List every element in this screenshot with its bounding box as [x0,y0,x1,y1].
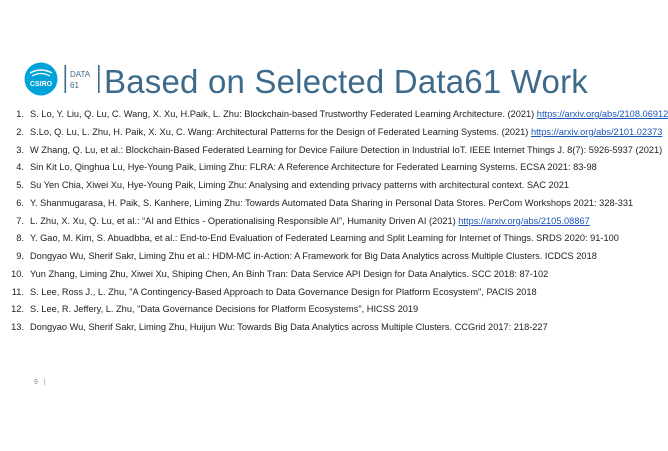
reference-text: S. Lee, Ross J., L. Zhu, "A Contingency-Based Approach to Data Governance Design for Platform Ecosystem", PACIS 2018 [30,286,537,297]
reference-number: 6. [16,197,24,208]
reference-text: L. Zhu, X. Xu, Q. Lu, et al.: “AI and Ethics - Operationalising Responsible AI”, Humanity Driven AI (2021) [30,215,459,226]
reference-item [0,319,638,337]
reference-item [0,159,638,177]
data61-logo [64,62,102,96]
reference-body [30,106,668,124]
reference-body [30,284,634,302]
reference-item [0,266,638,284]
reference-number: 13. [11,322,24,332]
reference-item [0,230,638,248]
reference-body [30,124,663,142]
reference-number: 9. [16,251,24,261]
reference-item [0,195,638,213]
reference-number: 11. [11,286,24,297]
logo-group [24,62,102,96]
reference-item [0,124,663,142]
reference-item [0,106,668,124]
reference-text: Sin Kit Lo, Qinghua Lu, Hye-Young Paik, Liming Zhu: FLRA: A Reference Architecture for Federated Learning Systems. ECSA 2021: 83-98 [30,162,597,173]
reference-body [30,248,634,266]
reference-text: Y. Shanmugarasa, H. Paik, S. Kanhere, Liming Zhu: Towards Automated Data Sharing in Personal Data Stores. PerCom Workshops 2021: 328-331 [30,197,634,208]
reference-body [30,266,634,284]
reference-number: 8. [16,233,24,244]
reference-item [0,301,638,319]
page-number: 9 [34,379,38,386]
reference-number: 7. [16,215,24,226]
reference-item [0,177,638,195]
reference-link[interactable]: https://arxiv.org/abs/2105.08867 [458,215,590,226]
data61-logo-line1: DATA [70,70,91,79]
reference-body [30,301,634,319]
reference-text: S. Lee, R. Jeffery, L. Zhu, "Data Governance Decisions for Platform Ecosystems", HICSS 2019 [30,304,419,315]
reference-text: W Zhang, Q. Lu, et al.: Blockchain-Based Federated Learning for Device Failure Detection in Industrial IoT. IEEE Internet Things J. 8(7): 5926-5937 (2021) [30,144,663,155]
reference-text: Y. Gao, M. Kim, S. Abuadbba, et al.: End-to-End Evaluation of Federated Learning and Split Learning for Internet of Things. SRDS 2020: 91-100 [30,233,619,244]
reference-body [30,230,634,248]
reference-body [30,142,663,160]
reference-number: 5. [16,180,24,190]
reference-number: 10. [11,268,24,279]
reference-number: 12. [11,304,24,315]
reference-item [0,213,638,231]
page-footer [34,379,46,386]
reference-item [0,142,663,160]
reference-number: 3. [16,144,24,155]
reference-body [30,319,634,337]
page-title: Based on Selected Data61 Work [104,63,588,100]
reference-text: Dongyao Wu, Sherif Sakr, Liming Zhu et al.: HDM-MC in-Action: A Framework for Big Data Analytics across Multiple Clusters. ICDCS 2018 [30,251,597,261]
csiro-logo [24,62,58,96]
reference-text: S. Lo, Y. Liu, Q. Lu, C. Wang, X. Xu, H.Paik, L. Zhu: Blockchain-based Trustworthy Federated Learning Architecture. (2021) [30,109,537,119]
reference-body [30,159,634,177]
reference-link[interactable]: https://arxiv.org/abs/2101.02373 [530,126,663,137]
reference-number: 2. [16,126,24,137]
reference-body [30,195,634,213]
reference-body [30,213,634,231]
reference-text: Yun Zhang, Liming Zhu, Xiwei Xu, Shiping Chen, An Binh Tran: Data Service API Design for Data Analytics. SCC 2018: 87-102 [30,268,549,279]
reference-list [0,106,668,337]
reference-number: 1. [16,109,24,119]
csiro-logo-text: CSIRO [29,81,53,88]
reference-text: Dongyao Wu, Sherif Sakr, Liming Zhu, Huijun Wu: Towards Big Data Analytics across Multiple Clusters. CCGrid 2017: 218-227 [30,322,548,332]
reference-text: Su Yen Chia, Xiwei Xu, Hye-Young Paik, Liming Zhu: Analysing and extending privacy patterns with architectural context. SAC 2021 [30,180,570,190]
reference-number: 4. [16,162,24,173]
reference-body [30,177,634,195]
reference-item [0,248,638,266]
reference-item [0,284,638,302]
reference-link[interactable]: https://arxiv.org/abs/2108.06912 [536,109,668,119]
reference-text: S.Lo, Q. Lu, L. Zhu, H. Paik, X. Xu, C. Wang: Architectural Patterns for the Design of Federated Learning Systems. (2021) [30,126,531,137]
footer-separator: | [43,379,46,386]
data61-logo-line2: 61 [70,81,79,90]
